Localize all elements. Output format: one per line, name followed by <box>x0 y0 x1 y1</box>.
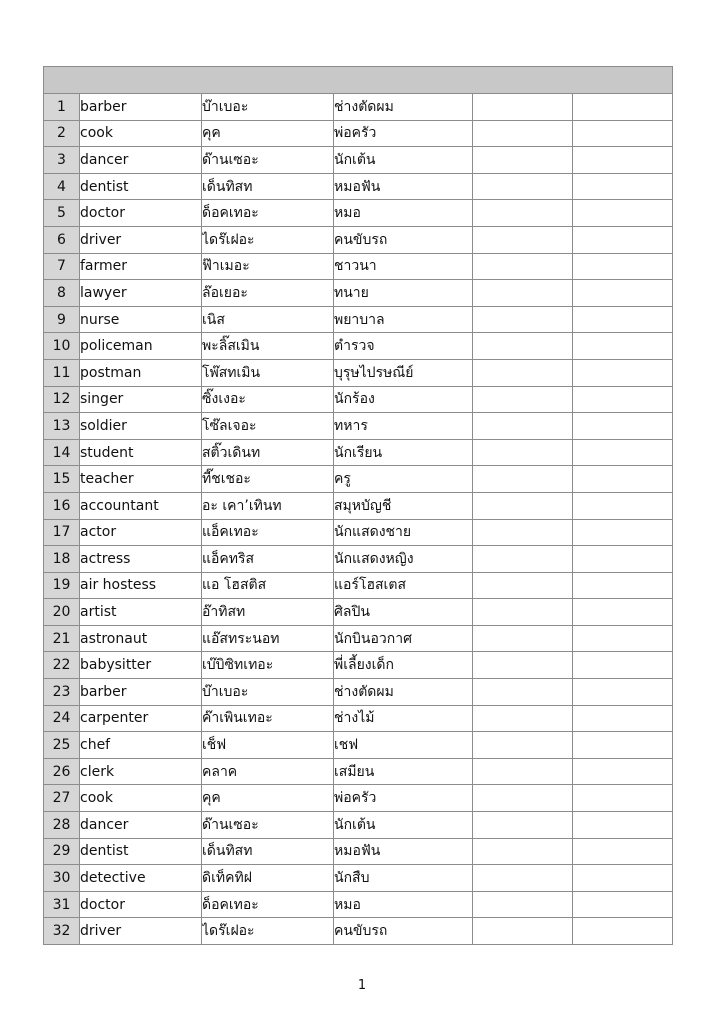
table-row <box>44 147 673 174</box>
thai-meaning-cell: แอร์โฮสเตส <box>334 572 473 599</box>
english-word-cell: actor <box>80 519 202 546</box>
table-row <box>44 785 673 812</box>
thai-meaning-cell: ครู <box>334 466 473 493</box>
english-word-cell: driver <box>80 226 202 253</box>
pronunciation-cell: โพ๊สทเมิน <box>202 359 334 386</box>
row-number-cell: 9 <box>44 306 80 333</box>
empty-cell <box>573 147 673 174</box>
pronunciation-cell: บ๊าเบอะ <box>202 94 334 121</box>
table-header-band <box>44 67 673 94</box>
table-row <box>44 439 673 466</box>
empty-cell <box>573 492 673 519</box>
table-row <box>44 599 673 626</box>
english-word-cell: teacher <box>80 466 202 493</box>
table-row <box>44 466 673 493</box>
english-word-cell: dancer <box>80 147 202 174</box>
table-row <box>44 413 673 440</box>
empty-cell <box>573 173 673 200</box>
table-row <box>44 679 673 706</box>
table-row <box>44 918 673 945</box>
table-row <box>44 492 673 519</box>
empty-cell <box>573 359 673 386</box>
thai-meaning-cell: คนขับรถ <box>334 226 473 253</box>
pronunciation-cell: เด็นทิสท <box>202 173 334 200</box>
english-word-cell: dentist <box>80 838 202 865</box>
english-word-cell: dentist <box>80 173 202 200</box>
empty-cell <box>473 705 573 732</box>
empty-cell <box>573 679 673 706</box>
thai-meaning-cell: ชาวนา <box>334 253 473 280</box>
empty-cell <box>473 519 573 546</box>
pronunciation-cell: คุค <box>202 120 334 147</box>
row-number-cell: 23 <box>44 679 80 706</box>
empty-cell <box>473 625 573 652</box>
table-row <box>44 333 673 360</box>
table-row <box>44 386 673 413</box>
thai-meaning-cell: เชฟ <box>334 732 473 759</box>
empty-cell <box>573 865 673 892</box>
table-row <box>44 838 673 865</box>
table-header-row <box>44 67 673 94</box>
empty-cell <box>573 652 673 679</box>
thai-meaning-cell: นักบินอวกาศ <box>334 625 473 652</box>
row-number-cell: 21 <box>44 625 80 652</box>
empty-cell <box>473 306 573 333</box>
empty-cell <box>473 785 573 812</box>
english-word-cell: accountant <box>80 492 202 519</box>
pronunciation-cell: เด็นทิสท <box>202 838 334 865</box>
row-number-cell: 30 <box>44 865 80 892</box>
row-number-cell: 17 <box>44 519 80 546</box>
row-number-cell: 10 <box>44 333 80 360</box>
empty-cell <box>573 625 673 652</box>
english-word-cell: detective <box>80 865 202 892</box>
english-word-cell: singer <box>80 386 202 413</box>
english-word-cell: babysitter <box>80 652 202 679</box>
pronunciation-cell: แอ โฮสติส <box>202 572 334 599</box>
empty-cell <box>573 200 673 227</box>
english-word-cell: artist <box>80 599 202 626</box>
english-word-cell: postman <box>80 359 202 386</box>
pronunciation-cell: แอ็คเทอะ <box>202 519 334 546</box>
pronunciation-cell: อะ เคา’เทินท <box>202 492 334 519</box>
english-word-cell: farmer <box>80 253 202 280</box>
thai-meaning-cell: หมอฟัน <box>334 173 473 200</box>
row-number-cell: 14 <box>44 439 80 466</box>
empty-cell <box>473 599 573 626</box>
table-row <box>44 625 673 652</box>
pronunciation-cell: ที๊ชเชอะ <box>202 466 334 493</box>
row-number-cell: 18 <box>44 546 80 573</box>
pronunciation-cell: พะลิ๊สเมิน <box>202 333 334 360</box>
empty-cell <box>473 94 573 121</box>
empty-cell <box>573 519 673 546</box>
empty-cell <box>573 94 673 121</box>
row-number-cell: 8 <box>44 280 80 307</box>
empty-cell <box>473 200 573 227</box>
row-number-cell: 24 <box>44 705 80 732</box>
thai-meaning-cell: นักแสดงชาย <box>334 519 473 546</box>
empty-cell <box>573 705 673 732</box>
table-body <box>44 94 673 945</box>
thai-meaning-cell: นักเต้น <box>334 147 473 174</box>
empty-cell <box>473 732 573 759</box>
empty-cell <box>573 226 673 253</box>
empty-cell <box>573 599 673 626</box>
english-word-cell: barber <box>80 94 202 121</box>
table-row <box>44 705 673 732</box>
pronunciation-cell: เบ๊บิซิทเทอะ <box>202 652 334 679</box>
empty-cell <box>573 918 673 945</box>
row-number-cell: 31 <box>44 891 80 918</box>
page-number: 1 <box>357 978 367 993</box>
empty-cell <box>473 386 573 413</box>
vocabulary-table <box>43 66 673 945</box>
english-word-cell: chef <box>80 732 202 759</box>
empty-cell <box>573 732 673 759</box>
pronunciation-cell: อ๊าทิสท <box>202 599 334 626</box>
table-row <box>44 652 673 679</box>
empty-cell <box>473 891 573 918</box>
english-word-cell: soldier <box>80 413 202 440</box>
pronunciation-cell: แอ๊สทระนอท <box>202 625 334 652</box>
thai-meaning-cell: พ่อครัว <box>334 120 473 147</box>
row-number-cell: 1 <box>44 94 80 121</box>
empty-cell <box>573 838 673 865</box>
empty-cell <box>573 306 673 333</box>
empty-cell <box>473 147 573 174</box>
thai-meaning-cell: หมอฟัน <box>334 838 473 865</box>
empty-cell <box>473 226 573 253</box>
english-word-cell: doctor <box>80 891 202 918</box>
english-word-cell: policeman <box>80 333 202 360</box>
pronunciation-cell: ล๊อเยอะ <box>202 280 334 307</box>
pronunciation-cell: ด๊านเซอะ <box>202 812 334 839</box>
english-word-cell: astronaut <box>80 625 202 652</box>
thai-meaning-cell: ทนาย <box>334 280 473 307</box>
pronunciation-cell: โซ๊ลเจอะ <box>202 413 334 440</box>
row-number-cell: 29 <box>44 838 80 865</box>
empty-cell <box>573 120 673 147</box>
table-row <box>44 812 673 839</box>
table-row <box>44 572 673 599</box>
table-row <box>44 280 673 307</box>
english-word-cell: lawyer <box>80 280 202 307</box>
thai-meaning-cell: ช่างตัดผม <box>334 94 473 121</box>
empty-cell <box>573 413 673 440</box>
pronunciation-cell: ฟ๊าเมอะ <box>202 253 334 280</box>
empty-cell <box>473 865 573 892</box>
pronunciation-cell: ไดร๊เฝอะ <box>202 918 334 945</box>
empty-cell <box>473 173 573 200</box>
empty-cell <box>473 572 573 599</box>
empty-cell <box>573 546 673 573</box>
row-number-cell: 15 <box>44 466 80 493</box>
empty-cell <box>573 386 673 413</box>
row-number-cell: 12 <box>44 386 80 413</box>
row-number-cell: 7 <box>44 253 80 280</box>
pronunciation-cell: ไดร๊เฝอะ <box>202 226 334 253</box>
thai-meaning-cell: พยาบาล <box>334 306 473 333</box>
empty-cell <box>473 120 573 147</box>
english-word-cell: dancer <box>80 812 202 839</box>
empty-cell <box>573 333 673 360</box>
english-word-cell: cook <box>80 785 202 812</box>
empty-cell <box>473 679 573 706</box>
table-row <box>44 226 673 253</box>
table-row <box>44 200 673 227</box>
empty-cell <box>473 918 573 945</box>
pronunciation-cell: ค๊าเพินเทอะ <box>202 705 334 732</box>
table-row <box>44 891 673 918</box>
empty-cell <box>473 492 573 519</box>
thai-meaning-cell: พ่อครัว <box>334 785 473 812</box>
pronunciation-cell: สติ๊วเดินท <box>202 439 334 466</box>
row-number-cell: 32 <box>44 918 80 945</box>
thai-meaning-cell: พี่เลี้ยงเด็ก <box>334 652 473 679</box>
empty-cell <box>573 439 673 466</box>
table-row <box>44 732 673 759</box>
english-word-cell: cook <box>80 120 202 147</box>
thai-meaning-cell: สมุหบัญชี <box>334 492 473 519</box>
table-row <box>44 546 673 573</box>
english-word-cell: driver <box>80 918 202 945</box>
english-word-cell: student <box>80 439 202 466</box>
pronunciation-cell: ซิ๊งเงอะ <box>202 386 334 413</box>
empty-cell <box>573 253 673 280</box>
thai-meaning-cell: นักแสดงหญิง <box>334 546 473 573</box>
table-row <box>44 519 673 546</box>
thai-meaning-cell: นักร้อง <box>334 386 473 413</box>
table-row <box>44 120 673 147</box>
row-number-cell: 5 <box>44 200 80 227</box>
table-row <box>44 94 673 121</box>
row-number-cell: 3 <box>44 147 80 174</box>
thai-meaning-cell: ตำรวจ <box>334 333 473 360</box>
thai-meaning-cell: บุรุษไปรษณีย์ <box>334 359 473 386</box>
english-word-cell: nurse <box>80 306 202 333</box>
table-row <box>44 306 673 333</box>
row-number-cell: 22 <box>44 652 80 679</box>
empty-cell <box>473 758 573 785</box>
pronunciation-cell: ด๊านเซอะ <box>202 147 334 174</box>
thai-meaning-cell: นักเต้น <box>334 812 473 839</box>
row-number-cell: 28 <box>44 812 80 839</box>
row-number-cell: 13 <box>44 413 80 440</box>
empty-cell <box>573 572 673 599</box>
empty-cell <box>473 280 573 307</box>
pronunciation-cell: คลาค <box>202 758 334 785</box>
empty-cell <box>473 413 573 440</box>
thai-meaning-cell: ทหาร <box>334 413 473 440</box>
empty-cell <box>473 812 573 839</box>
table-row <box>44 359 673 386</box>
pronunciation-cell: เนิส <box>202 306 334 333</box>
empty-cell <box>473 652 573 679</box>
english-word-cell: air hostess <box>80 572 202 599</box>
thai-meaning-cell: ช่างไม้ <box>334 705 473 732</box>
thai-meaning-cell: ศิลปิน <box>334 599 473 626</box>
row-number-cell: 16 <box>44 492 80 519</box>
empty-cell <box>473 333 573 360</box>
empty-cell <box>573 891 673 918</box>
row-number-cell: 19 <box>44 572 80 599</box>
empty-cell <box>473 439 573 466</box>
pronunciation-cell: แอ็คทริส <box>202 546 334 573</box>
row-number-cell: 2 <box>44 120 80 147</box>
english-word-cell: actress <box>80 546 202 573</box>
empty-cell <box>473 359 573 386</box>
thai-meaning-cell: นักเรียน <box>334 439 473 466</box>
empty-cell <box>573 280 673 307</box>
vocabulary-sheet <box>43 66 672 945</box>
thai-meaning-cell: หมอ <box>334 200 473 227</box>
empty-cell <box>573 812 673 839</box>
english-word-cell: doctor <box>80 200 202 227</box>
row-number-cell: 4 <box>44 173 80 200</box>
table-row <box>44 173 673 200</box>
pronunciation-cell: ด็อคเทอะ <box>202 891 334 918</box>
pronunciation-cell: เช็ฟ <box>202 732 334 759</box>
table-row <box>44 253 673 280</box>
empty-cell <box>473 253 573 280</box>
thai-meaning-cell: นักสืบ <box>334 865 473 892</box>
thai-meaning-cell: เสมียน <box>334 758 473 785</box>
empty-cell <box>573 758 673 785</box>
empty-cell <box>573 466 673 493</box>
row-number-cell: 26 <box>44 758 80 785</box>
english-word-cell: barber <box>80 679 202 706</box>
row-number-cell: 27 <box>44 785 80 812</box>
pronunciation-cell: บ๊าเบอะ <box>202 679 334 706</box>
empty-cell <box>473 838 573 865</box>
row-number-cell: 20 <box>44 599 80 626</box>
english-word-cell: carpenter <box>80 705 202 732</box>
row-number-cell: 11 <box>44 359 80 386</box>
thai-meaning-cell: หมอ <box>334 891 473 918</box>
thai-meaning-cell: คนขับรถ <box>334 918 473 945</box>
pronunciation-cell: ด็อคเทอะ <box>202 200 334 227</box>
pronunciation-cell: คุค <box>202 785 334 812</box>
row-number-cell: 25 <box>44 732 80 759</box>
empty-cell <box>573 785 673 812</box>
table-row <box>44 758 673 785</box>
row-number-cell: 6 <box>44 226 80 253</box>
thai-meaning-cell: ช่างตัดผม <box>334 679 473 706</box>
table-row <box>44 865 673 892</box>
pronunciation-cell: ดิเท็คทิฝ <box>202 865 334 892</box>
english-word-cell: clerk <box>80 758 202 785</box>
empty-cell <box>473 466 573 493</box>
empty-cell <box>473 546 573 573</box>
